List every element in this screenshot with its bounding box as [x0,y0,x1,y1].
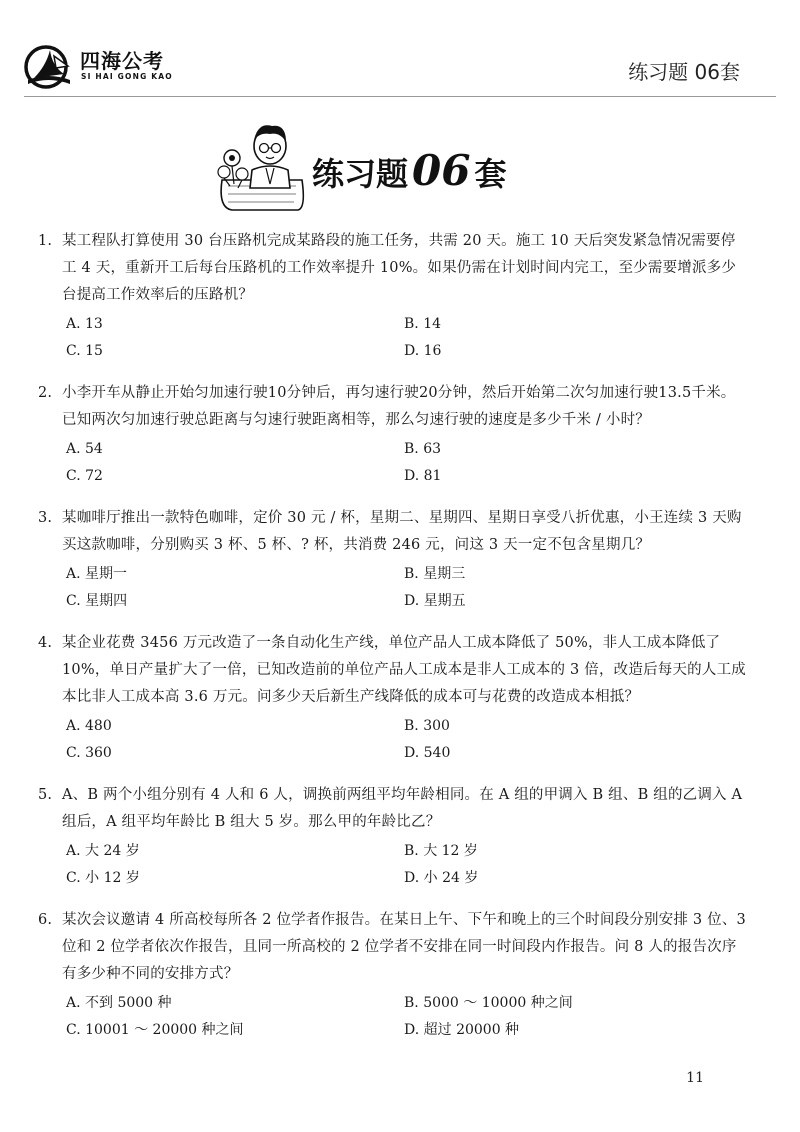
question-stem [38,228,750,309]
question-text: 某企业花费 3456 万元改造了一条自动化生产线，单位产品人工成本降低了 50%，非人工成本降低了 10%，单日产量扩大了一倍，已知改造前的单位产品人工成本是非人工成本的 3 倍，改造后每天的人工成本比非人工成本高 3.6 万元。问多少天后新生产线降低的成本可与花费的改造成本相抵？ [62,635,746,705]
question-list [38,228,750,1059]
question-number: 6. [38,912,53,928]
title-prefix: 练习题 [312,155,409,193]
option-list [38,713,750,767]
header-divider [24,96,776,97]
question-6 [38,907,750,1044]
question-number: 1. [38,233,53,249]
question-number: 5. [38,787,53,803]
option-a: A. 星期一 [66,566,128,582]
question-stem [38,782,750,836]
option-list [38,561,750,615]
brand-logo [24,44,174,90]
option-d: D. 540 [404,745,451,761]
question-stem [38,630,750,711]
option-a: A. 13 [66,316,103,332]
option-b: B. 14 [404,316,442,332]
option-c: C. 星期四 [66,593,128,609]
title-suffix: 套 [474,155,507,193]
question-stem [38,907,750,988]
option-b: B. 5000 ～ 10000 种之间 [404,995,573,1011]
option-a: A. 480 [66,718,112,734]
option-list [38,311,750,365]
option-list [38,838,750,892]
question-text: 小李开车从静止开始匀加速行驶10分钟后，再匀速行驶20分钟，然后开始第二次匀加速行驶13.5千米。已知两次匀加速行驶总距离与匀速行驶距离相等，那么匀速行驶的速度是多少千米 / 小时？ [62,385,736,428]
question-3 [38,505,750,615]
option-c: C. 360 [66,745,112,761]
option-b: B. 星期三 [404,566,466,582]
option-list [38,436,750,490]
title-banner [214,118,574,218]
page-number: 11 [686,1070,704,1086]
question-stem [38,505,750,559]
question-number: 4. [38,635,53,651]
page-header [0,0,800,100]
option-c: C. 小 12 岁 [66,870,140,886]
brand-name-cn: 四海公考 [80,49,164,73]
option-a: A. 大 24 岁 [66,843,140,859]
option-d: D. 16 [404,343,442,359]
page-title [312,146,506,195]
question-text: 某咖啡厅推出一款特色咖啡，定价 30 元 / 杯，星期二、星期四、星期日享受八折优惠，小王连续 3 天购买这款咖啡，分别购买 3 杯、5 杯、? 杯，共消费 246 元，问这 3 天一定不包含星期几？ [62,510,742,553]
question-2 [38,380,750,490]
set-label: 练习题 06套 [628,60,740,84]
question-number: 3. [38,510,53,526]
option-d: D. 81 [404,468,442,484]
title-number: 06 [412,146,471,195]
option-c: C. 15 [66,343,103,359]
option-b: B. 300 [404,718,450,734]
cartoon-student-icon [214,118,310,218]
option-a: A. 54 [66,441,103,457]
question-text: A、B 两个小组分别有 4 人和 6 人，调换前两组平均年龄相同。在 A 组的甲调入 B 组、B 组的乙调入 A 组后，A 组平均年龄比 B 组大 5 岁。那么甲的年龄比乙？ [62,787,743,830]
brand-name-en: SI HAI GONG KAO [81,72,173,81]
question-1 [38,228,750,365]
question-text: 某次会议邀请 4 所高校每所各 2 位学者作报告。在某日上午、下午和晚上的三个时间段分别安排 3 位、3 位和 2 位学者依次作报告，且同一所高校的 2 位学者不安排在同一时间段内作报告。问 8 人的报告次序有多少种不同的安排方式？ [62,912,746,982]
option-b: B. 63 [404,441,442,457]
option-list [38,990,750,1044]
sail-logo-icon [24,44,76,90]
question-5 [38,782,750,892]
option-d: D. 星期五 [404,593,466,609]
option-c: C. 10001 ～ 20000 种之间 [66,1022,244,1038]
question-text: 某工程队打算使用 30 台压路机完成某路段的施工任务，共需 20 天。施工 10 天后突发紧急情况需要停工 4 天，重新开工后每台压路机的工作效率提升 10%。如果仍需在计划时间内完工，至少需要增派多少台提高工作效率后的压路机？ [62,233,737,303]
option-d: D. 小 24 岁 [404,870,479,886]
question-number: 2. [38,385,53,401]
option-c: C. 72 [66,468,103,484]
option-d: D. 超过 20000 种 [404,1022,520,1038]
option-b: B. 大 12 岁 [404,843,478,859]
option-a: A. 不到 5000 种 [66,995,172,1011]
question-4 [38,630,750,767]
question-stem [38,380,750,434]
